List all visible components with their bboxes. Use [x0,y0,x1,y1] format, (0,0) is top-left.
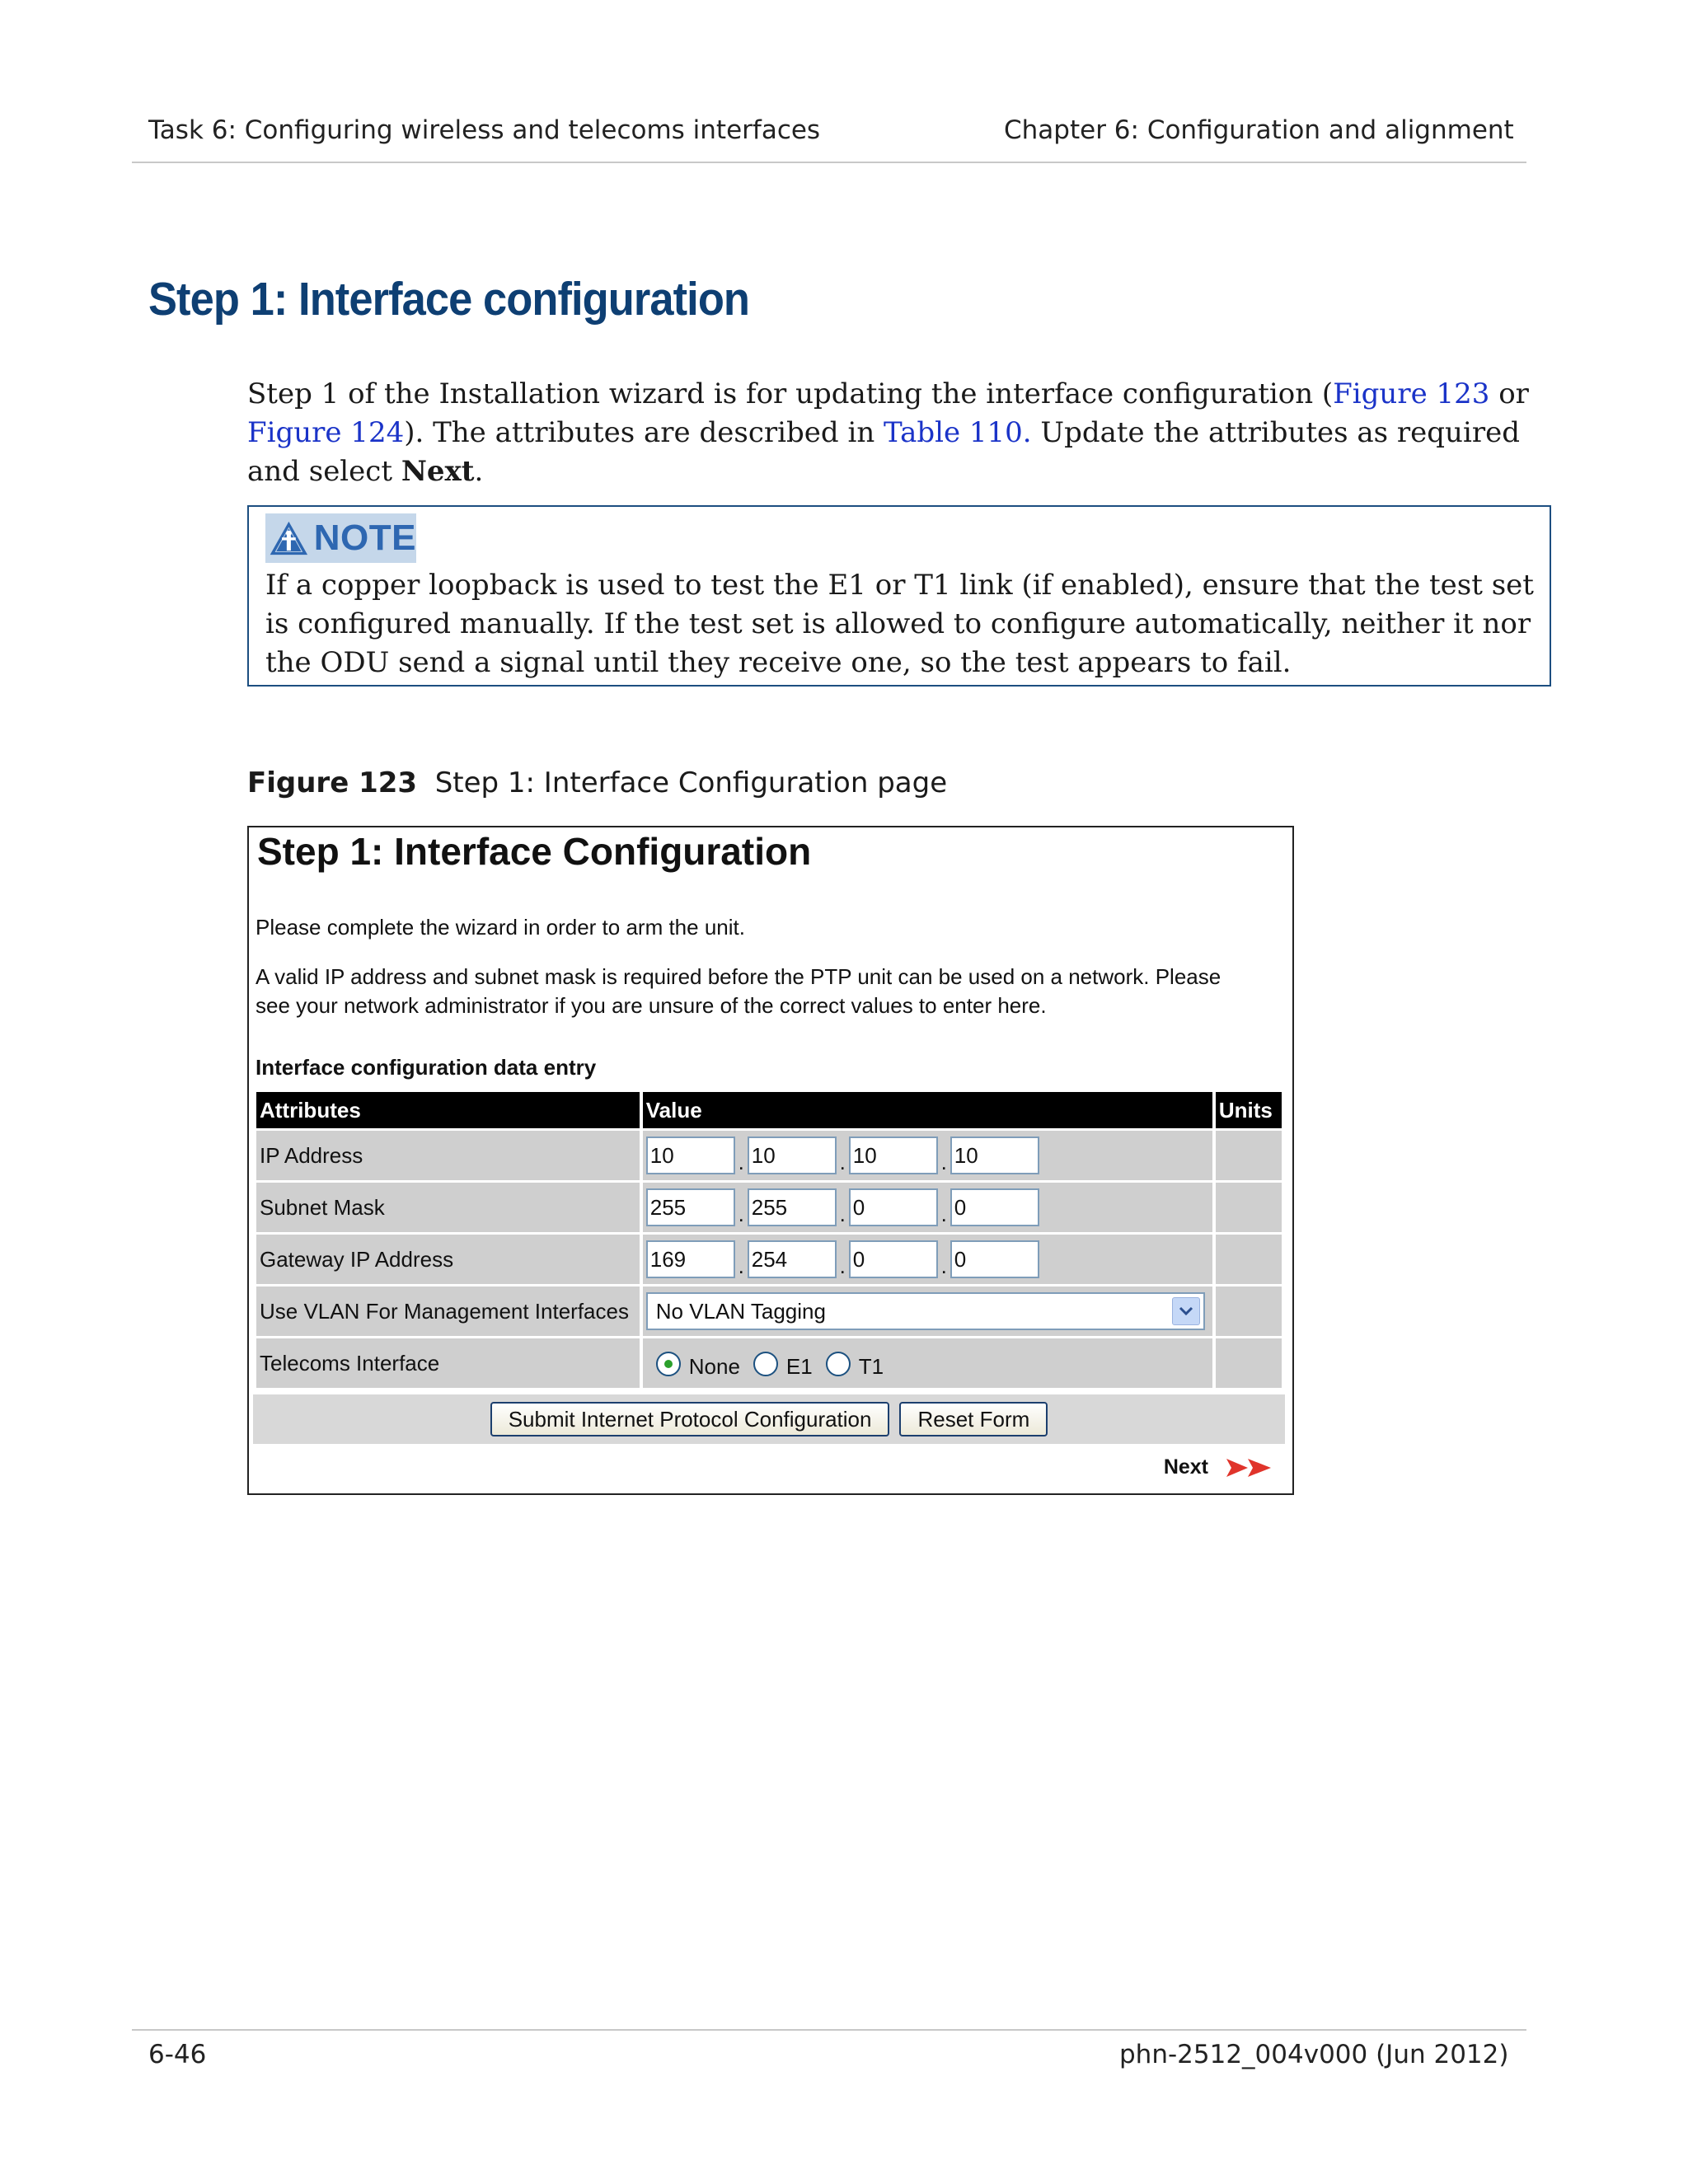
mask-octet-4-input[interactable]: 0 [950,1188,1039,1226]
double-arrow-right-icon [1225,1456,1273,1479]
gateway-units [1216,1235,1282,1284]
mask-octet-1-input[interactable]: 255 [646,1188,735,1226]
telecoms-units [1216,1338,1282,1388]
figure-caption-text: Step 1: Interface Configuration page [434,766,948,799]
note-box [247,505,1551,687]
interface-configuration-screenshot [247,826,1294,1495]
mask-octet-2-input[interactable]: 255 [748,1188,837,1226]
figure-number: Figure 123 [247,766,418,799]
column-header-attributes: Attributes [256,1092,640,1128]
intro-text: ). The attributes are described in [404,416,884,449]
ip-address-label: IP Address [256,1131,640,1180]
running-header-right: Chapter 6: Configuration and alignment [1004,115,1514,145]
vlan-selected-value: No VLAN Tagging [655,1298,826,1324]
next-keyword: Next [401,455,475,488]
ip-octet-4-input[interactable]: 10 [950,1137,1039,1174]
next-link[interactable] [1164,1455,1273,1479]
radio-e1[interactable] [753,1352,778,1376]
gateway-octet-2-input[interactable]: 254 [748,1240,837,1278]
ip-octet-1-input[interactable]: 10 [646,1137,735,1174]
intro-text: and select [247,455,401,488]
note-text: If a copper loopback is used to test the E1 or T1 link (if enabled), ensure that the test set is configured manually. If the test set is allowed to configure automatically, neither it nor the ODU send a signal until they receive one, so the test appears to fail. [265,569,1534,679]
table-row-ip-address [256,1131,1282,1180]
screen-note-line1: A valid IP address and subnet mask is required before the PTP unit can be used on a network. Please [256,964,1221,989]
radio-none[interactable] [656,1352,681,1376]
submit-ip-config-button[interactable]: Submit Internet Protocol Configuration [490,1402,890,1436]
intro-text: Step 1 of the Installation wizard is for updating the interface configuration ( [247,377,1334,410]
ip-address-units [1216,1131,1282,1180]
gateway-value: 169 . 254 . 0 . 0 [643,1235,1212,1284]
gateway-octet-3-input[interactable]: 0 [849,1240,938,1278]
chevron-down-icon[interactable] [1172,1297,1200,1325]
ip-address-value: 10 . 10 . 10 . 10 [643,1131,1212,1180]
ip-octet-2-input[interactable]: 10 [748,1137,837,1174]
gateway-label: Gateway IP Address [256,1235,640,1284]
screen-intro: Please complete the wizard in order to arm the unit. [256,915,745,940]
running-header-left: Task 6: Configuring wireless and telecoms interfaces [148,115,821,145]
subnet-mask-value: 255 . 255 . 0 . 0 [643,1183,1212,1232]
reset-form-button[interactable]: Reset Form [899,1402,1048,1436]
section-title: Interface configuration data entry [256,1055,597,1080]
table-header-row [256,1092,1282,1128]
radio-e1-label: E1 [785,1354,813,1380]
interface-config-table [253,1090,1285,1390]
vlan-units [1216,1286,1282,1336]
intro-text: . [474,455,484,488]
telecoms-label: Telecoms Interface [256,1338,640,1388]
figure-123-link[interactable]: Figure 123 [1333,377,1490,410]
note-label: NOTE [313,518,416,558]
column-header-units: Units [1216,1092,1282,1128]
intro-text: Update the attributes as required [1031,416,1520,449]
header-rule [132,162,1526,163]
gateway-octet-4-input[interactable]: 0 [950,1240,1039,1278]
vlan-label: Use VLAN For Management Interfaces [256,1286,640,1336]
table-row-subnet-mask [256,1183,1282,1232]
screen-title: Step 1: Interface Configuration [257,830,812,873]
table-row-telecoms [256,1338,1282,1388]
radio-t1-label: T1 [858,1354,884,1380]
table-110-link[interactable]: Table 110. [884,416,1032,449]
intro-text: or [1489,377,1529,410]
intro-paragraph [247,375,1558,491]
table-row-gateway [256,1235,1282,1284]
mask-octet-3-input[interactable]: 0 [849,1188,938,1226]
page-number: 6-46 [148,2040,207,2069]
subnet-mask-units [1216,1183,1282,1232]
document-id: phn-2512_004v000 (Jun 2012) [1119,2040,1509,2069]
next-label: Next [1163,1455,1208,1479]
vlan-value [643,1286,1212,1336]
figure-124-link[interactable]: Figure 124 [247,416,405,449]
note-badge [265,513,416,563]
radio-none-label: None [688,1354,740,1380]
ip-octet-3-input[interactable]: 10 [849,1137,938,1174]
telecoms-value [643,1338,1212,1388]
button-row [253,1394,1285,1444]
figure-caption [247,766,947,799]
vlan-select[interactable] [646,1292,1205,1330]
gateway-octet-1-input[interactable]: 169 [646,1240,735,1278]
column-header-value: Value [643,1092,1212,1128]
screen-note-line2: see your network administrator if you are unsure of the correct values to enter here. [256,993,1047,1018]
footer-rule [132,2029,1526,2031]
table-row-vlan [256,1286,1282,1336]
radio-t1[interactable] [826,1352,851,1376]
subnet-mask-label: Subnet Mask [256,1183,640,1232]
warning-tower-icon [269,517,309,560]
section-heading: Step 1: Interface configuration [148,273,750,326]
